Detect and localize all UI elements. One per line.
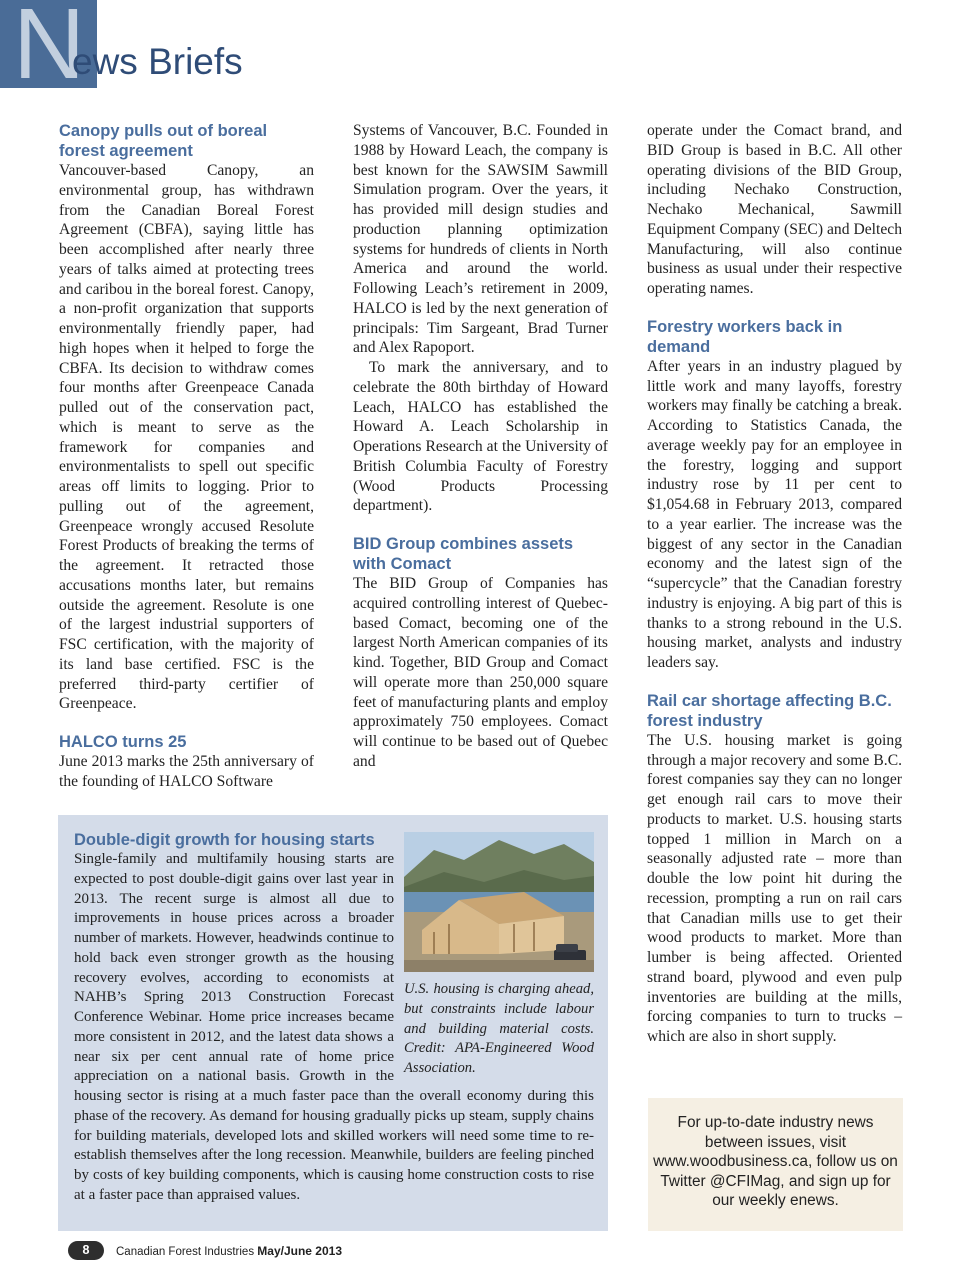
header-drop-letter: N: [13, 0, 86, 88]
sidebar-heading: Double-digit growth for housing starts: [74, 831, 375, 849]
publication-info: [116, 1242, 342, 1261]
callout-box: [648, 1098, 903, 1231]
callout-text: For up-to-date industry news between issues, visit www.woodbusiness.ca, follow us on Twitter @CFIMag, and sign up for our weekly enews.: [653, 1114, 898, 1210]
issue-date: May/June 2013: [257, 1244, 342, 1258]
column-2: [353, 121, 608, 772]
sidebar-box: [58, 815, 608, 1231]
article-heading-canopy: Canopy pulls out of boreal forest agreement: [59, 122, 268, 160]
article-body-rail-car: The U.S. housing market is going through a major recovery and some B.C. forest companies say they can no longer get enough rail cars to move their products to market. U.S. housing starts topped 1 million in March on a seasonally adjusted rate – more than double the low point hit during the recession, prompting a run on rail cars that Canadian mills use to get their wood products to market. More than lumber is being affected. Oriented strand board, plywood and even pulp inventories are building at the mills, forcing companies to turn to trucks – which are also in short supply.: [647, 731, 902, 1045]
column-3: [647, 121, 902, 1047]
article-body-halco-scholarship: To mark the anniversary, and to celebrate the 80th birthday of Howard Leach, HALCO has established the Howard A. Leach Scholarship in Operations Research at the University of British Columbia Faculty of Forestry (Wood Products Processing department).: [353, 359, 608, 515]
article-heading-bid-group: BID Group combines assets with Comact: [353, 535, 574, 573]
article-body-bid-group-cont: operate under the Comact brand, and BID Group is based in B.C. All other operating divisions of the BID Group, including Nechako Construction, Nechako Mechanical, Sawmill Equipment Company (SEC) and Deltech Manufacturing, will also continue business as usual under their respective operating names.: [647, 122, 902, 297]
page-title: ews Briefs: [72, 41, 243, 82]
article-heading-rail-car: Rail car shortage affecting B.C. forest industry: [647, 691, 892, 730]
sidebar-body: Single-family and multifamily housing starts are expected to post double-digit gains over last year in 2013. The recent surge is almost all due to improvements in house prices across a broader number of markets. However, headwinds continue to hold back even stronger growth as the housing recovery evolves, according to economists at NAHB’s Spring 2013 Construction Forecast Conference Webinar. Home price increases became more consistent in 2012, and the latest data shows a near six per cent annual rate of home price appreciation on a national basis. Growth in the housing sector is rising at a much faster pace than the overall economy during this phase of the recovery. As demand for housing gradually picks up steam, supply chains for building materials, developed lots and skilled workers will need some time to re-establish themselves after the long recession. Meanwhile, builders are feeling pinched by costs of key building components, which is causing home construction costs to rise at a faster pace than appraised values.: [74, 851, 594, 1203]
article-heading-forestry-workers: Forestry workers back in demand: [647, 317, 843, 356]
housing-construction-photo: [404, 832, 594, 972]
page-number: 8: [68, 1241, 104, 1260]
article-body-bid-group: The BID Group of Companies has acquired controlling interest of Quebec-based Comact, becoming one of the largest North American companies of its kind. Together, BID Group and Comact will operate more than 250,000 square feet of manufacturing plants and employ approximately 750 employees. Comact will continue to be based out of Quebec and: [353, 575, 608, 770]
publication-name: Canadian Forest Industries: [116, 1246, 255, 1258]
article-body-canopy: Vancouver-based Canopy, an environmental group, has withdrawn from the Canadian Boreal Forest Agreement (CBFA), saying little has been accomplished after nearly three years of talks aimed at protecting trees and caribou in the boreal forest. Canopy, a non-profit organization that supports environmentally friendly paper, had high hopes when it helped to forge the CBFA. Its decision to withdraw comes four months after Greenpeace Canada pulled out of the conservation pact, which is meant to serve as the framework for companies and environmentalists to spell out specific areas off limits to logging. Prior to pulling out of the agreement, Greenpeace wrongly accused Resolute Forest Products of breaking the terms of the agreement. It retracted those accusations months later, but remains outside the agreement. Resolute is one of the largest industrial supporters of FSC certification, with the majority of its land base certified. FSC is the preferred third-party certifier of Greenpeace.: [59, 162, 314, 713]
article-body-forestry-workers: After years in an industry plagued by little work and many layoffs, forestry workers may finally be catching a break. According to Statistics Canada, the average weekly pay for an employee in the forestry, logging and support industry rose by 11 per cent to $1,054.68 in February 2013, compared to a year earlier. The increase was the biggest of any sector in the Canadian economy and the latest sign of the “supercycle” that the Canadian forestry industry is enjoying. A big part of this is thanks to a strong rebound in the U.S. housing market, analysts and industry leaders say.: [647, 357, 902, 671]
article-heading-halco: HALCO turns 25: [59, 733, 187, 751]
photo-caption: U.S. housing is charging ahead, but constraints include labour and building material costs. Credit: APA-Engineered Wood Association.: [404, 981, 594, 1076]
column-1: [59, 121, 314, 792]
article-body-halco-cont: Systems of Vancouver, B.C. Founded in 1988 by Howard Leach, the company is best known for the SAWSIM Sawmill Simulation program. Over the years, it has provided mill design studies and production planning optimization systems for hundreds of clients in North America and around the world. Following Leach’s retirement in 2009, HALCO is led by the next generation of principals: Tim Sargeant, Brad Turner and Alex Rapoport.: [353, 122, 608, 357]
article-body-halco-start: June 2013 marks the 25th anniversary of the founding of HALCO Software: [59, 753, 314, 790]
